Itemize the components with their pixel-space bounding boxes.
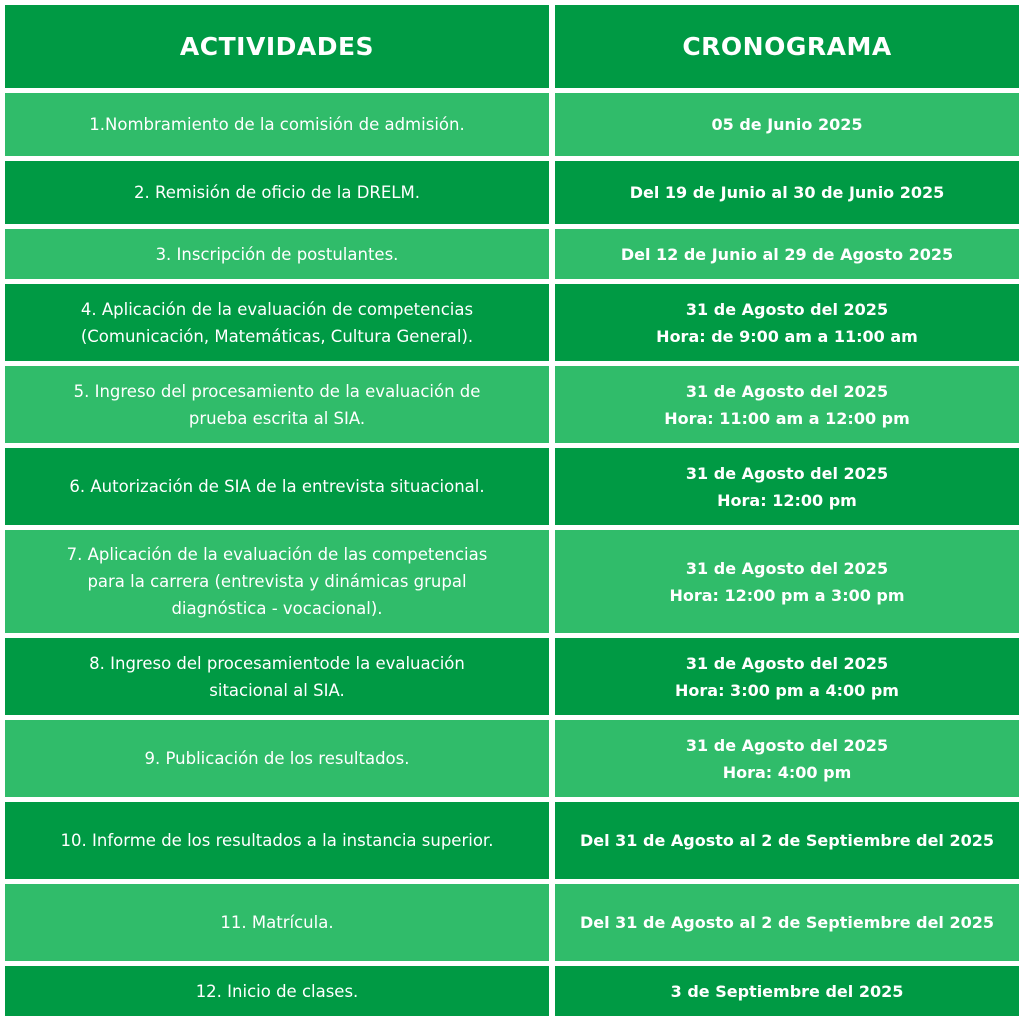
schedule-line: Hora: 12:00 pm a 3:00 pm: [669, 585, 905, 605]
activity-line: 12. Inicio de clases.: [195, 981, 359, 1001]
activity-line: 1.Nombramiento de la comisión de admisión.: [89, 115, 465, 134]
schedule-line: 31 de Agosto del 2025: [685, 558, 889, 578]
schedule-line: Hora: 11:00 am a 12:00 pm: [664, 408, 910, 428]
schedule-line: Hora: de 9:00 am a 11:00 am: [656, 326, 918, 346]
activity-line: 2. Remisión de oficio de la DRELM.: [134, 183, 420, 202]
activity-line: 11. Matrícula.: [220, 913, 334, 932]
activity-text: [220, 909, 333, 936]
activity-cell-8: [5, 638, 549, 715]
schedule-cell-6: [555, 448, 1019, 525]
schedule-line: 3 de Septiembre del 2025: [670, 981, 904, 1001]
activity-cell-2: [5, 161, 549, 224]
activity-line: 5. Ingreso del procesamiento de la evaluación de: [73, 381, 481, 401]
schedule-cell-4: [555, 284, 1019, 361]
schedule-text: [671, 978, 904, 1005]
activity-text: [196, 978, 359, 1005]
schedule-cell-7: [555, 530, 1019, 633]
schedule-line: Hora: 3:00 pm a 4:00 pm: [675, 680, 899, 700]
schedule-line: 31 de Agosto del 2025: [685, 299, 889, 319]
schedule-text: [686, 732, 888, 786]
activity-line: 10. Informe de los resultados a la instancia superior.: [60, 831, 494, 850]
schedule-line: 05 de Junio 2025: [711, 115, 863, 134]
schedule-cell-9: [555, 720, 1019, 797]
activity-line: (Comunicación, Matemáticas, Cultura General).: [80, 326, 474, 346]
activity-text: [89, 650, 465, 704]
schedule-cell-1: [555, 93, 1019, 156]
schedule-line: Del 12 de Junio al 29 de Agosto 2025: [620, 244, 954, 264]
activity-cell-12: [5, 966, 549, 1016]
header-actividades: ACTIVIDADES: [5, 5, 549, 88]
activity-cell-4: [5, 284, 549, 361]
activity-text: [145, 745, 410, 772]
schedule-text: [621, 241, 953, 268]
activity-text: [81, 296, 473, 350]
schedule-line: 31 de Agosto del 2025: [685, 463, 889, 483]
activity-text: [69, 473, 484, 500]
header-cronograma: CRONOGRAMA: [555, 5, 1019, 88]
activity-line: sitacional al SIA.: [209, 680, 345, 700]
activity-text: [74, 378, 481, 432]
schedule-text: [669, 555, 904, 609]
activity-line: 7. Aplicación de la evaluación de las competencias: [66, 545, 488, 564]
schedule-line: Del 31 de Agosto al 2 de Septiembre del 2025: [579, 831, 995, 850]
activity-cell-7: [5, 530, 549, 633]
activity-cell-1: [5, 93, 549, 156]
activity-line: 9. Publicación de los resultados.: [144, 749, 410, 768]
schedule-text: [686, 460, 888, 514]
schedule-text: [656, 296, 918, 350]
activity-cell-9: [5, 720, 549, 797]
activity-text: [134, 179, 420, 206]
schedule-text: [630, 179, 945, 206]
schedule-cell-12: [555, 966, 1019, 1016]
activity-line: diagnóstica - vocacional).: [171, 599, 383, 618]
activity-cell-11: [5, 884, 549, 961]
activity-line: para la carrera (entrevista y dinámicas grupal: [87, 572, 467, 591]
schedule-cell-8: [555, 638, 1019, 715]
schedule-line: 31 de Agosto del 2025: [685, 735, 889, 755]
schedule-text: [675, 650, 899, 704]
activity-cell-6: [5, 448, 549, 525]
schedule-cell-10: [555, 802, 1019, 879]
activity-line: prueba escrita al SIA.: [188, 408, 366, 428]
schedule-line: 31 de Agosto del 2025: [685, 381, 889, 401]
schedule-line: Hora: 4:00 pm: [722, 762, 852, 782]
schedule-text: [664, 378, 910, 432]
schedule-line: 31 de Agosto del 2025: [685, 653, 889, 673]
schedule-line: Hora: 12:00 pm: [717, 490, 857, 510]
schedule-cell-11: [555, 884, 1019, 961]
activity-text: [89, 111, 464, 138]
activity-line: 8. Ingreso del procesamientode la evaluación: [89, 653, 465, 673]
activity-cell-10: [5, 802, 549, 879]
activity-text: [156, 241, 399, 268]
schedule-cell-5: [555, 366, 1019, 443]
activity-line: 3. Inscripción de postulantes.: [155, 244, 399, 264]
schedule-text: [711, 111, 862, 138]
schedule-line: Del 19 de Junio al 30 de Junio 2025: [629, 183, 945, 202]
activity-text: [67, 541, 488, 622]
activity-line: 6. Autorización de SIA de la entrevista situacional.: [69, 477, 485, 496]
activity-cell-5: [5, 366, 549, 443]
schedule-text: [580, 827, 994, 854]
schedule-line: Del 31 de Agosto al 2 de Septiembre del 2025: [579, 913, 995, 932]
activity-line: 4. Aplicación de la evaluación de competencias: [80, 299, 474, 319]
activity-cell-3: [5, 229, 549, 279]
activity-text: [61, 827, 494, 854]
schedule-text: [580, 909, 994, 936]
schedule-cell-3: [555, 229, 1019, 279]
schedule-cell-2: [555, 161, 1019, 224]
